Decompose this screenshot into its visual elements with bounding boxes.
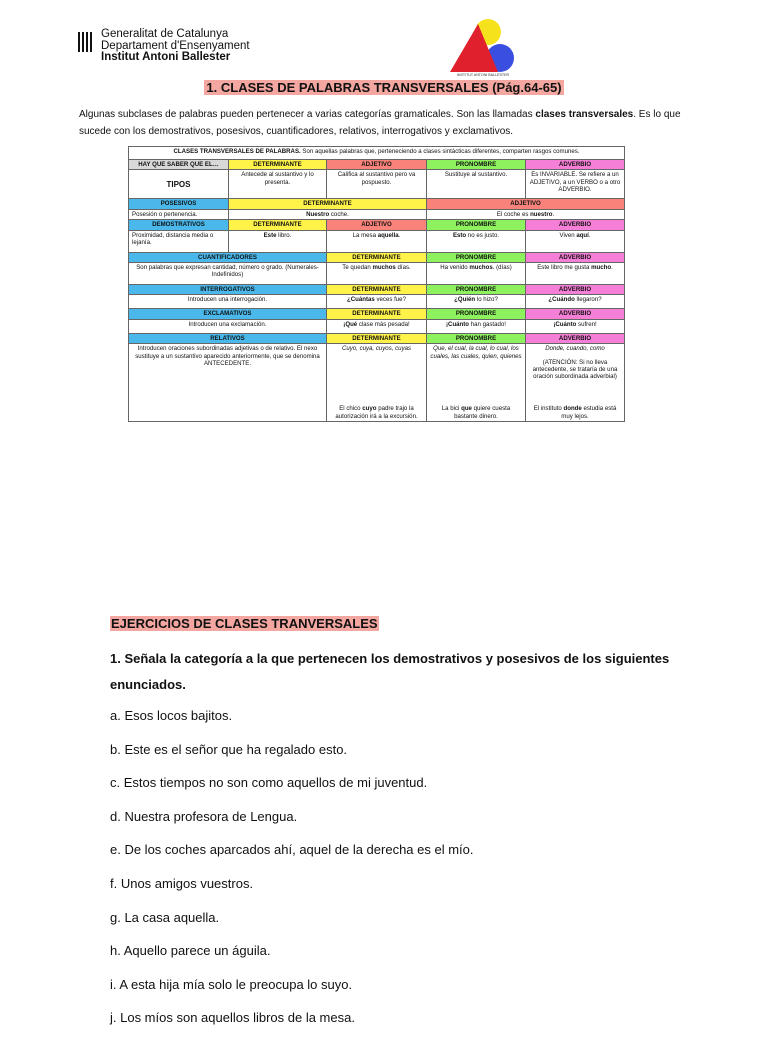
table-row: POSESIVOS DETERMINANTE ADJETIVO	[129, 199, 625, 209]
table-caption-row: CLASES TRANSVERSALES DE PALABRAS. Son aquellas palabras que, perteneciendo a clases sintácticas diferentes, comparten rasgos comunes.	[129, 147, 625, 160]
table-row: TIPOS Antecede al sustantivo y lo presenta. Califica al sustantivo pero va pospuesto. Sustituye al sustantivo. Es INVARIABLE. Se refiere a un ADJETIVO, a un VERBO o a otro ADVERBIO.	[129, 170, 625, 199]
institution-header	[101, 29, 250, 64]
table-row: RELATIVOS DETERMINANTE PRONOMBRE ADVERBIO	[129, 333, 625, 343]
table-row: Introducen una interrogación. ¿Cuántas veces fue? ¿Quién lo hizo? ¿Cuándo llegaron?	[129, 295, 625, 309]
list-item: f. Unos amigos vuestros.	[110, 875, 254, 891]
exercise-list	[110, 706, 474, 1042]
list-item: g. La casa aquella.	[110, 909, 220, 925]
list-item: d. Nuestra profesora de Lengua.	[110, 808, 298, 824]
department-name: Departament d'Ensenyament	[101, 39, 250, 52]
list-item: e. De los coches aparcados ahí, aquel de la derecha es el mío.	[110, 842, 474, 858]
generalitat-logo-icon	[78, 32, 94, 52]
org-name: Generalitat de Catalunya	[101, 28, 229, 40]
intro-paragraph: Algunas subclases de palabras pueden pertenecer a varias categorías gramaticales. Son las llamadas clases transversales. Es lo que sucede con los demostrativos, posesivos, cuantificadores, relativos, interrogativos y exclamativos.	[79, 109, 681, 137]
list-item: b. Este es el señor que ha regalado esto.	[110, 741, 348, 757]
table-row: Introducen una exclamación. ¡Qué clase más pesada! ¡Cuánto han gastado! ¡Cuánto sufren!	[129, 319, 625, 333]
table-row: Introducen oraciones subordinadas adjetivas o de relativo. El nexo sustituye a un sustantivo aparecido anteriormente, que se denomina ANTECEDENTE. Cuyo, cuya, cuyos, cuyas El chico cuyo padre trajo la autorización irá a la excursión. Que, el cual, la cual, lo cual, los cuales, las cuales, quien, quienes La bici que quiere cuesta bastante dinero. Donde, cuando, como (ATENCIÓN: Si no lleva antecedente, se trataría de una oración subordinada adverbial) El instituto donde estudia está muy lejos.	[129, 344, 625, 422]
table-row: Proximidad, distancia media o lejanía. Este libro. La mesa aquella. Esto no es justo. Viven aquí.	[129, 230, 625, 252]
list-item: i. A esta hija mía solo le preocupa lo suyo.	[110, 976, 353, 992]
exercises-heading: EJERCICIOS DE CLASES TRANVERSALES	[111, 616, 378, 631]
table-row: EXCLAMATIVOS DETERMINANTE PRONOMBRE ADVERBIO	[129, 309, 625, 319]
table-row: Posesión o pertenencia. Nuestro coche. El coche es nuestro.	[129, 209, 625, 219]
table-row: Son palabras que expresan cantidad, número o grado. (Numerales-Indefinidos) Te quedan muchos días. Ha venido muchos. (días) Este libro me gusta mucho.	[129, 263, 625, 285]
list-item: h. Aquello parece un águila.	[110, 943, 271, 959]
list-item: c. Estos tiempos no son como aquellos de mi juventud.	[110, 775, 428, 791]
school-name: Institut Antoni Ballester	[101, 51, 231, 63]
table-row: HAY QUE SABER QUE EL… DETERMINANTE ADJETIVO PRONOMBRE ADVERBIO	[129, 160, 625, 170]
list-item: a. Esos locos bajitos.	[110, 708, 233, 723]
school-logo-caption: INSTITUT ANTONI BALLESTER	[456, 73, 510, 77]
school-logo-icon	[446, 18, 520, 78]
table-row: CUANTIFICADORES DETERMINANTE PRONOMBRE ADVERBIO	[129, 252, 625, 262]
table-row: DEMOSTRATIVOS DETERMINANTE ADJETIVO PRONOMBRE ADVERBIO	[129, 220, 625, 230]
page-title: 1. CLASES DE PALABRAS TRANSVERSALES (Pág.64-65)	[206, 80, 562, 95]
list-item: j. Los míos son aquellos libros de la mesa.	[110, 1010, 355, 1026]
transversal-classes-table	[128, 146, 625, 422]
exercise-question: 1. Señala la categoría a la que pertenecen los demostrativos y posesivos de los siguientes enunciados.	[110, 651, 670, 692]
table-row: INTERROGATIVOS DETERMINANTE PRONOMBRE ADVERBIO	[129, 285, 625, 295]
